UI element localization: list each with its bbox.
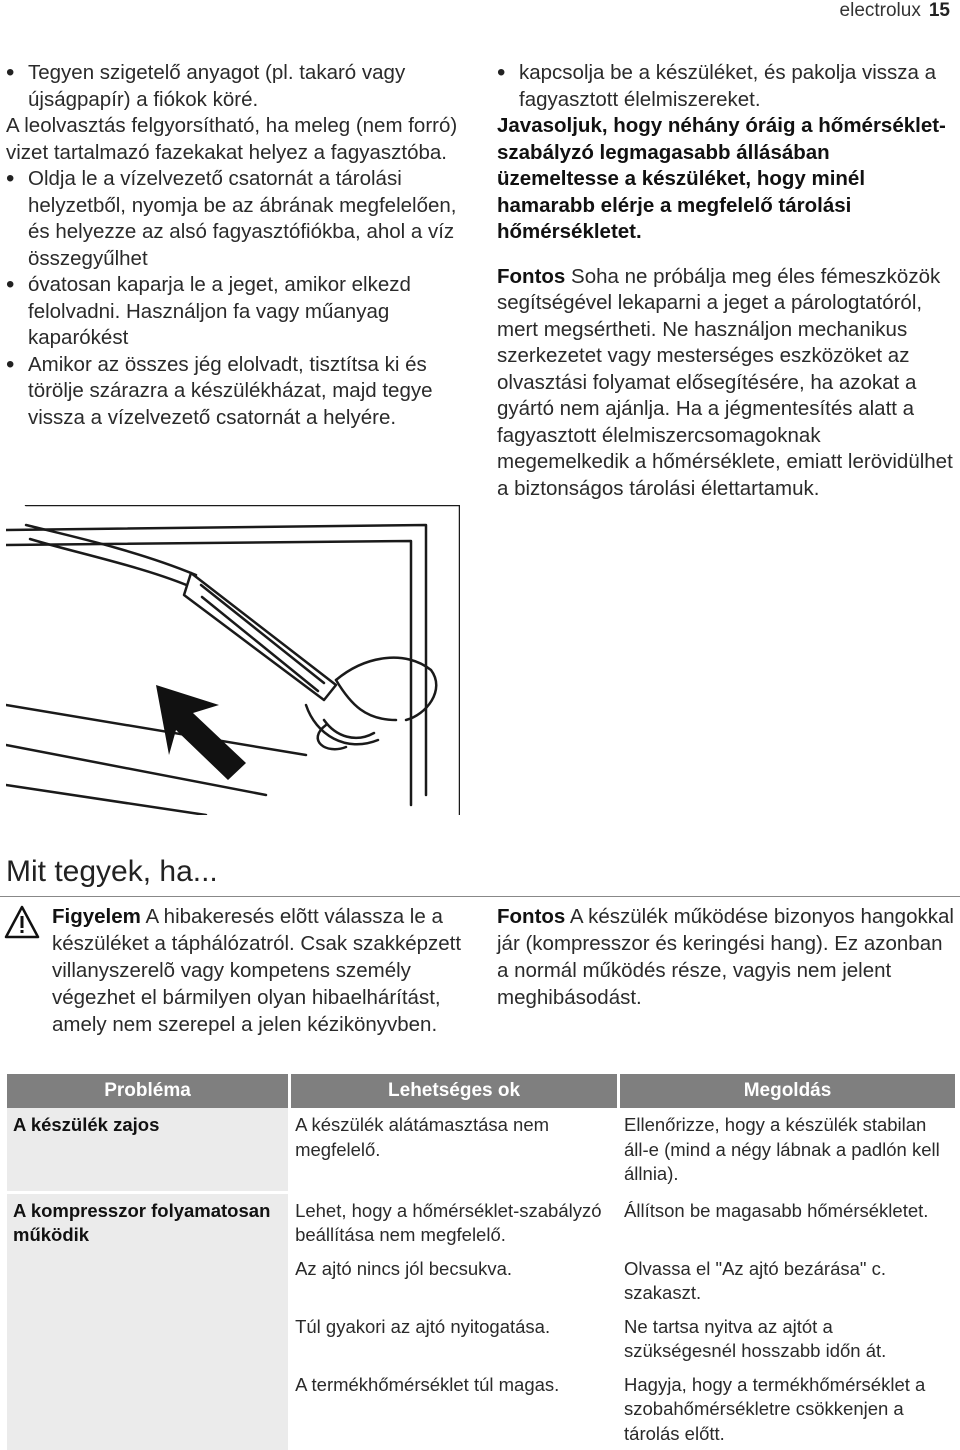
bullet-text: • Tegyen szigetelő anyagot (pl. takaró vagy újságpapír) a fiókok köré. <box>28 61 406 111</box>
divider <box>0 896 960 897</box>
section-title: Mit tegyek, ha... <box>6 855 218 888</box>
problem-cell <box>7 1252 288 1310</box>
warning-text <box>52 903 474 1038</box>
bullet-text: • Amikor az összes jég elolvadt, tisztítsa ki és törölje szárazra a készülékházat, majd tegye vissza a vízelvezető csatornát a helyére. <box>28 352 433 429</box>
problem-cell <box>7 1310 288 1368</box>
column-header: Probléma <box>7 1074 288 1108</box>
page-header <box>840 0 950 22</box>
cause-cell: A készülék alátámasztása nem megfelelő. <box>295 1114 550 1160</box>
column-header: Megoldás <box>620 1074 955 1108</box>
note-body: A készülék működése bizonyos hangokkal jár (kompresszor és keringési hang). Ez azonban a normál működés része, vagyis nem jelent meghibásodást. <box>497 905 954 1009</box>
page-number: 15 <box>928 0 950 21</box>
cause-cell: Túl gyakori az ajtó nyitogatása. <box>295 1315 551 1337</box>
list-item <box>497 60 957 113</box>
right-column <box>497 60 957 502</box>
solution-cell: Állítson be magasabb hőmérsékletet. <box>620 1191 955 1252</box>
warning-body: A hibakeresés elõtt válassza le a készüléket a táphálózatról. Csak szakképzett villanyszerelõ vagy kompetens személy végezhet el bármilyen olyan hibaelhárítást, amely nem szerepel a jelen kézikönyvben. <box>52 905 462 1036</box>
bullet-text: • óvatosan kaparja le a jeget, amikor elkezd felolvadni. Használjon fa vagy műanyag kaparókést <box>28 273 411 349</box>
solution-cell: Hagyja, hogy a termékhőmérséklet a szobahőmérsékletre csökkenjen a tárolás előtt. <box>624 1373 926 1444</box>
important-paragraph <box>497 264 957 503</box>
note-label: Fontos <box>497 905 566 928</box>
bullet-text: • Oldja le a vízelvezető csatornát a tárolási helyzetből, nyomja be az ábrának megfelelően, és helyezze az alsó fagyasztófiókba, ahol a víz összegyűlhet <box>28 167 457 270</box>
warning-label: Figyelem <box>52 905 141 928</box>
problem-cell: A készülék zajos <box>7 1108 288 1191</box>
solution-cell: Ne tartsa nyitva az ajtót a szükségesnél hosszabb időn át. <box>624 1315 887 1361</box>
troubleshooting-table <box>4 1074 958 1450</box>
scraper-illustration <box>6 505 460 815</box>
problem-cell <box>7 1368 288 1450</box>
list-item <box>6 352 476 432</box>
bullet-text: • kapcsolja be a készüléket, és pakolja vissza a fagyasztott élelmiszereket. <box>519 61 937 111</box>
cause-cell: Az ajtó nincs jól becsukva. <box>295 1257 513 1279</box>
table-row <box>7 1108 955 1191</box>
warning-icon <box>4 905 40 939</box>
advice-text: Javasoljuk, hogy néhány óráig a hőmérséklet-szabályzó legmagasabb állásában üzemeltesse a készüléket, hogy minél hamarabb elérje a megfelelő tárolási hőmérsékletet. <box>497 114 946 243</box>
list-item <box>6 166 476 272</box>
problem-cell: A kompresszor folyamatosan működik <box>7 1191 288 1252</box>
important-text: Soha ne próbálja meg éles fémeszközök segítségével lekaparni a jeget a párologtatóról, mert megsértheti. Ne használjon mechanikus szerkezetet vagy mesterséges eszközöket az olvasztási folyamat elősegítésére, ha azokat a gyártó nem ajánlja. Ha a jégmentesítés alatt a fagyasztott élelmiszercsomagoknak megemelkedik a hőmérséklete, emiatt lerövidülhet a biztonságos tárolási élettartamuk. <box>497 264 953 500</box>
cause-cell: A termékhőmérséklet túl magas. <box>295 1373 560 1395</box>
list-item <box>6 272 476 352</box>
table-row <box>7 1368 955 1450</box>
cause-cell: Lehet, hogy a hőmérséklet-szabályzó beállítása nem megfelelő. <box>291 1191 617 1252</box>
list-item <box>6 60 476 113</box>
solution-cell: Ellenőrizze, hogy a készülék stabilan áll-e (mind a négy lábnak a padlón kell állnia). <box>624 1114 940 1184</box>
note-block <box>497 903 959 1011</box>
solution-cell: Olvassa el "Az ajtó bezárása" c. szakaszt. <box>624 1257 886 1303</box>
table-row <box>7 1191 955 1252</box>
table-header-row <box>7 1074 955 1108</box>
brand-name: electrolux <box>839 0 921 21</box>
left-column <box>6 60 476 431</box>
warning-block <box>4 903 474 1038</box>
important-label: Fontos <box>497 264 566 288</box>
note-text <box>497 903 959 1011</box>
table-row <box>7 1310 955 1368</box>
table-row <box>7 1252 955 1310</box>
paragraph-text: A leolvasztás felgyorsítható, ha meleg (nem forró) vizet tartalmazó fazekakat helyez a fagyasztóba. <box>6 114 458 164</box>
column-header: Lehetséges ok <box>291 1074 617 1108</box>
